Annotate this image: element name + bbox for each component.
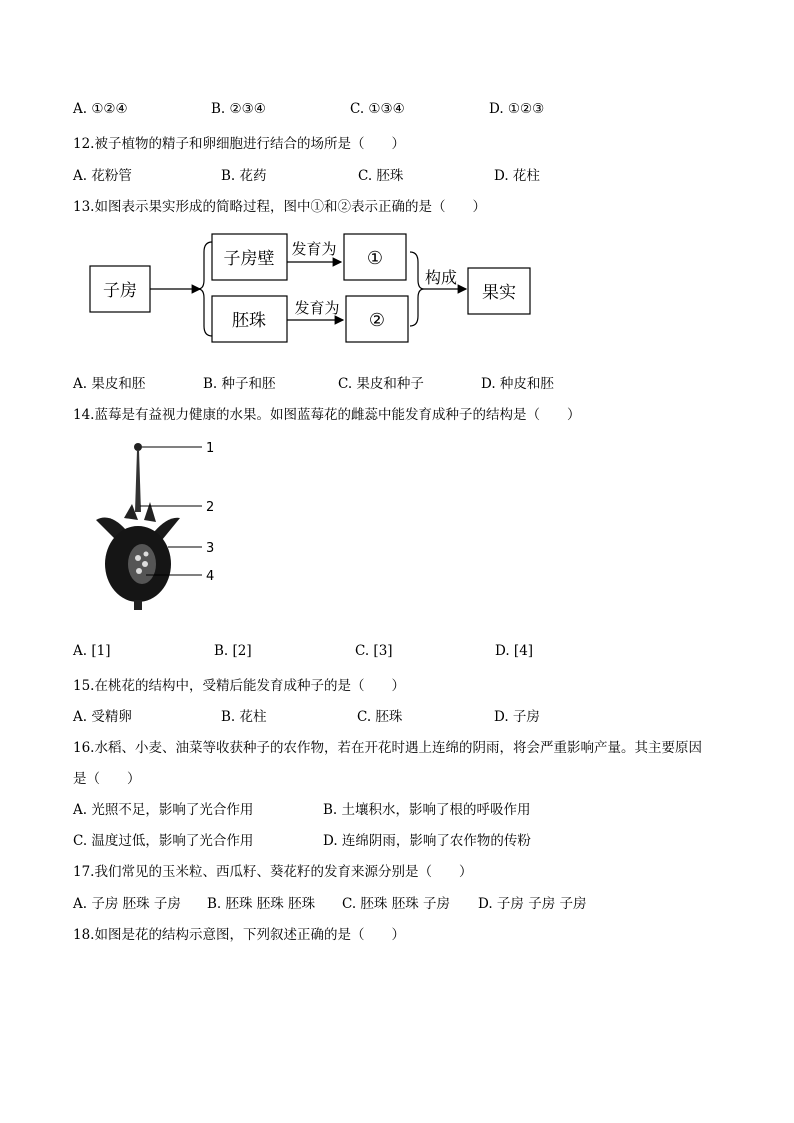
ovule-dot	[142, 561, 148, 567]
node2-label: ②	[368, 310, 386, 331]
develops-into-bottom: 发育为	[294, 299, 340, 317]
q17-option-c: C. 胚珠 胚珠 子房	[342, 896, 451, 912]
q13-option-b: B. 种子和胚	[203, 376, 276, 392]
q15-option-a: A. 受精卵	[73, 709, 132, 725]
forms-label: 构成	[424, 268, 458, 287]
q16-option-b: B. 土壤积水，影响了根的呼吸作用	[323, 802, 531, 818]
fruit-label: 果实	[482, 283, 516, 303]
label-3: 3	[206, 541, 215, 556]
sepal-top-right	[144, 502, 156, 522]
stigma-shape	[134, 443, 142, 451]
q16-stem-line1: 16.水稻、小麦、油菜等收获种子的农作物，若在开花时遇上连绵的阴雨，将会严重影响产量。其主要原因	[73, 740, 702, 756]
q13-option-d: D. 种皮和胚	[481, 376, 554, 392]
develops-into-top: 发育为	[291, 240, 337, 258]
q11-option-c: C. ①③④	[350, 101, 405, 117]
q13-option-a: A. 果皮和胚	[73, 376, 146, 392]
q14-option-c: C. [3]	[355, 643, 393, 659]
q16-stem-line2: 是（ ）	[73, 771, 141, 787]
q15-option-d: D. 子房	[494, 709, 540, 725]
style-shape	[135, 450, 141, 512]
left-brace	[198, 242, 212, 336]
label-1: 1	[206, 441, 215, 456]
ovule-label: 胚珠	[232, 311, 266, 331]
q12-option-b: B. 花药	[221, 168, 267, 184]
ovule-dot	[136, 568, 142, 574]
ovary-label: 子房	[103, 281, 137, 301]
q14-option-b: B. [2]	[214, 643, 252, 659]
q14-option-a: A. [1]	[73, 643, 111, 659]
q12-option-a: A. 花粉管	[73, 168, 132, 184]
q11-option-b: B. ②③④	[211, 101, 266, 117]
q16-option-c: C. 温度过低，影响了光合作用	[73, 833, 254, 849]
q16-option-d: D. 连绵阴雨，影响了农作物的传粉	[323, 833, 531, 849]
right-brace	[410, 252, 424, 326]
blueberry-pistil-figure	[88, 432, 238, 612]
ovule-dot	[144, 552, 149, 557]
q12-option-d: D. 花柱	[494, 168, 540, 184]
q17-option-d: D. 子房 子房 子房	[478, 896, 587, 912]
q17-option-a: A. 子房 胚珠 子房	[73, 896, 181, 912]
q13-stem: 13.如图表示果实形成的简略过程，图中①和②表示正确的是（ ）	[73, 199, 486, 215]
fruit-formation-diagram	[88, 230, 538, 345]
q15-option-b: B. 花柱	[221, 709, 267, 725]
ovary-wall-label: 子房壁	[223, 249, 275, 269]
q13-option-c: C. 果皮和种子	[338, 376, 424, 392]
q11-option-d: D. ①②③	[489, 101, 545, 117]
q15-stem: 15.在桃花的结构中，受精后能发育成种子的是（ ）	[73, 678, 405, 694]
q18-stem: 18.如图是花的结构示意图，下列叙述正确的是（ ）	[73, 927, 405, 943]
q12-option-c: C. 胚珠	[358, 168, 404, 184]
label-2: 2	[206, 500, 215, 515]
stalk-shape	[134, 600, 142, 610]
q16-option-a: A. 光照不足，影响了光合作用	[73, 802, 254, 818]
q14-stem: 14.蓝莓是有益视力健康的水果。如图蓝莓花的雌蕊中能发育成种子的结构是（ ）	[73, 407, 581, 423]
label-4: 4	[206, 569, 215, 584]
q17-stem: 17.我们常见的玉米粒、西瓜籽、葵花籽的发育来源分别是（ ）	[73, 864, 473, 880]
q12-stem: 12.被子植物的精子和卵细胞进行结合的场所是（ ）	[73, 136, 405, 152]
ovule-dot	[135, 555, 141, 561]
node1-label: ①	[366, 248, 384, 269]
q17-option-b: B. 胚珠 胚珠 胚珠	[207, 896, 316, 912]
q14-option-d: D. [4]	[495, 643, 534, 659]
q15-option-c: C. 胚珠	[357, 709, 403, 725]
q11-option-a: A. ①②④	[73, 101, 128, 117]
